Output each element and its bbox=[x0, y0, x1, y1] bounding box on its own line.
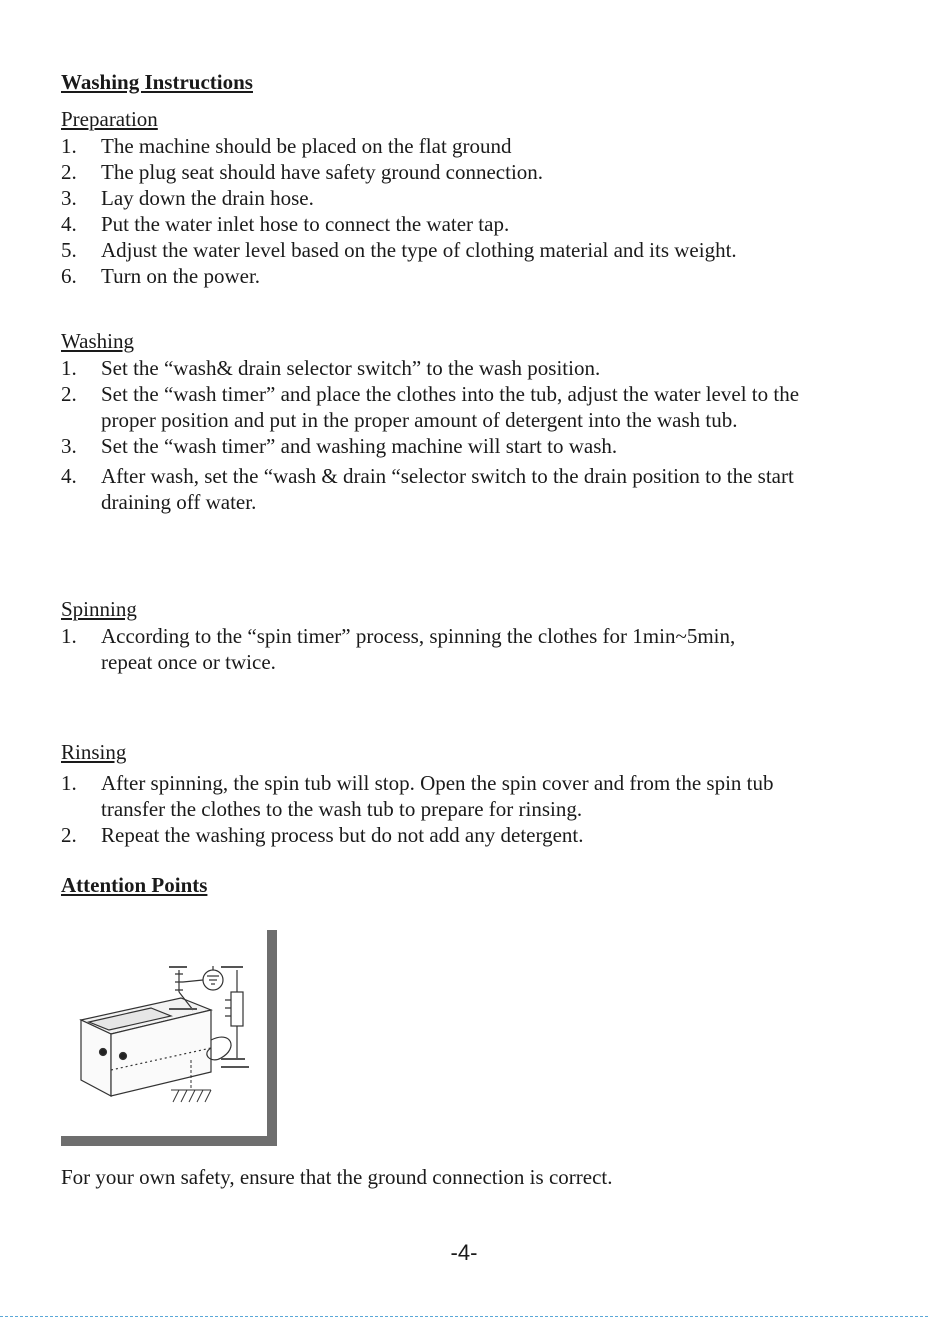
item-number: 5. bbox=[61, 238, 77, 262]
list-item bbox=[61, 822, 821, 848]
item-text: According to the “spin timer” process, spinning the clothes for 1min~5min, repeat once or twice. bbox=[101, 624, 736, 674]
item-text: After spinning, the spin tub will stop. Open the spin cover and from the spin tub transfer the clothes to the wash tub to prepare for rinsing. bbox=[101, 771, 774, 821]
list-item bbox=[61, 770, 821, 822]
item-text: The machine should be placed on the flat ground bbox=[101, 134, 512, 158]
item-text: Repeat the washing process but do not add any detergent. bbox=[101, 823, 584, 847]
item-text: Lay down the drain hose. bbox=[101, 186, 314, 210]
frame-right-bar bbox=[267, 930, 277, 1146]
item-number: 1. bbox=[61, 624, 77, 648]
list-item bbox=[61, 355, 821, 381]
washing-heading: Washing bbox=[61, 329, 134, 353]
list-item bbox=[61, 623, 741, 675]
spinning-heading: Spinning bbox=[61, 597, 137, 621]
list-item bbox=[61, 263, 821, 289]
item-number: 1. bbox=[61, 134, 77, 158]
grounding-illustration bbox=[61, 930, 279, 1146]
item-text: The plug seat should have safety ground connection. bbox=[101, 160, 544, 184]
item-number: 3. bbox=[61, 434, 77, 458]
rinsing-heading: Rinsing bbox=[61, 740, 127, 764]
page-heading: Washing Instructions bbox=[61, 70, 253, 94]
list-item bbox=[61, 237, 781, 263]
item-number: 4. bbox=[61, 212, 77, 236]
list-item bbox=[61, 211, 821, 237]
plug-icon bbox=[225, 970, 243, 1060]
frame-bottom-bar bbox=[61, 1136, 277, 1146]
item-text: Set the “wash timer” and place the clothes into the tub, adjust the water level to the proper position and put in the proper amount of detergent into the wash tub. bbox=[101, 382, 800, 432]
item-number: 1. bbox=[61, 356, 77, 380]
list-item bbox=[61, 463, 846, 515]
spinning-list bbox=[61, 623, 821, 675]
list-item bbox=[61, 381, 831, 433]
item-number: 2. bbox=[61, 823, 77, 847]
item-text: After wash, set the “wash & drain “selector switch to the drain position to the start draining off water. bbox=[101, 464, 794, 514]
item-text: Put the water inlet hose to connect the water tap. bbox=[101, 212, 510, 236]
item-text: Adjust the water level based on the type of clothing material and its weight. bbox=[101, 238, 737, 262]
safety-note: For your own safety, ensure that the ground connection is correct. bbox=[61, 1165, 613, 1189]
bottom-divider bbox=[0, 1316, 928, 1317]
rinsing-list bbox=[61, 770, 821, 848]
list-item bbox=[61, 185, 821, 211]
list-item bbox=[61, 433, 821, 459]
item-number: 2. bbox=[61, 382, 77, 406]
page-number: -4- bbox=[450, 1240, 478, 1265]
attention-heading: Attention Points bbox=[61, 873, 208, 897]
item-text: Set the “wash timer” and washing machine will start to wash. bbox=[101, 434, 618, 458]
item-number: 1. bbox=[61, 771, 77, 795]
item-text: Set the “wash& drain selector switch” to the wash position. bbox=[101, 356, 601, 380]
preparation-heading: Preparation bbox=[61, 107, 158, 131]
item-number: 3. bbox=[61, 186, 77, 210]
item-number: 2. bbox=[61, 160, 77, 184]
washing-list bbox=[61, 355, 821, 515]
list-item bbox=[61, 133, 821, 159]
item-number: 6. bbox=[61, 264, 77, 288]
preparation-list bbox=[61, 133, 821, 289]
item-text: Turn on the power. bbox=[101, 264, 261, 288]
item-number: 4. bbox=[61, 464, 77, 488]
list-item bbox=[61, 159, 821, 185]
washing-machine-icon bbox=[81, 998, 231, 1096]
